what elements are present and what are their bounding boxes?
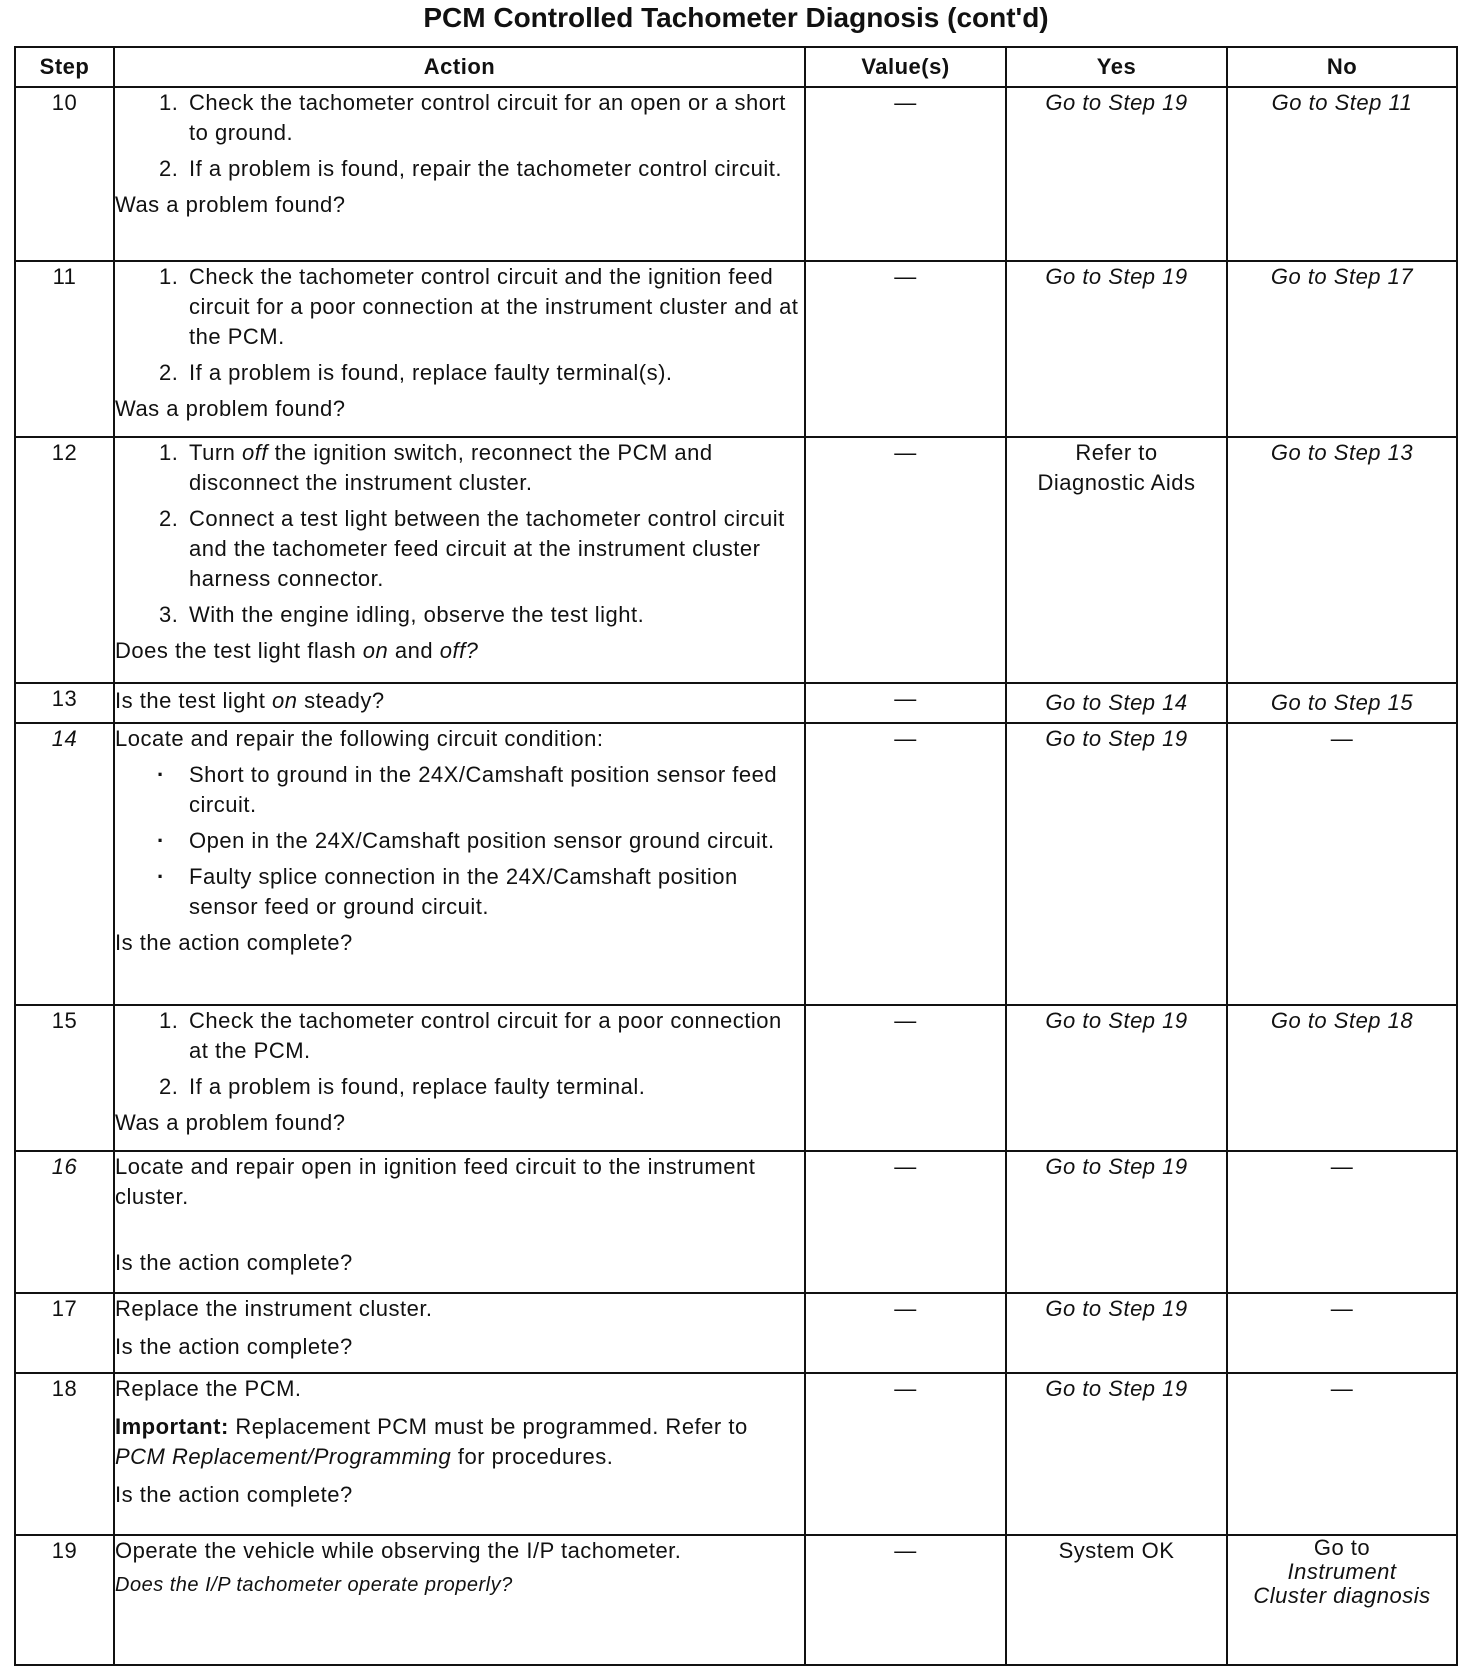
action-item: 2. Connect a test light between the tachometer control circuit and the tachometer feed circuit at the instrument cluster harness connector.	[185, 504, 804, 594]
action-cell	[114, 1535, 805, 1665]
action-item: 2. If a problem is found, repair the tachometer control circuit.	[185, 154, 804, 184]
value-cell: —	[805, 683, 1006, 723]
action-item: 1. Check the tachometer control circuit and the ignition feed circuit for a poor connection at the instrument cluster and at the PCM.	[185, 262, 804, 352]
no-cell: —	[1227, 1293, 1457, 1373]
action-question: Is the action complete?	[115, 1482, 353, 1507]
step-number: 16	[15, 1151, 114, 1293]
action-cell	[114, 1293, 805, 1373]
yes-cell: Go to Step 19	[1006, 261, 1227, 437]
value-cell: —	[805, 723, 1006, 1005]
no-cell: —	[1227, 723, 1457, 1005]
action-item: 2. If a problem is found, replace faulty terminal.	[185, 1072, 804, 1102]
action-lead: Replace the instrument cluster.	[115, 1296, 433, 1321]
table-row-step-18	[15, 1373, 1457, 1535]
step-number: 19	[15, 1535, 114, 1665]
action-cell	[114, 1151, 805, 1293]
action-question: Was a problem found?	[115, 192, 346, 217]
header-step: Step	[15, 47, 114, 87]
header-no: No	[1227, 47, 1457, 87]
no-cell: Go to Instrument Cluster diagnosis	[1227, 1535, 1457, 1665]
action-question: Was a problem found?	[115, 1110, 346, 1135]
action-lead: Locate and repair open in ignition feed circuit to the instrument cluster.	[115, 1154, 756, 1209]
page-title: PCM Controlled Tachometer Diagnosis (cont'd)	[423, 2, 1049, 33]
table-row-step-14	[15, 723, 1457, 1005]
action-question: Is the action complete?	[115, 1334, 353, 1359]
action-question: Is the action complete?	[115, 930, 353, 955]
action-lead: Replace the PCM.	[115, 1376, 302, 1401]
header-yes: Yes	[1006, 47, 1227, 87]
action-bullet: · Faulty splice connection in the 24X/Camshaft position sensor feed or ground circuit.	[185, 862, 804, 922]
action-lead: Operate the vehicle while observing the I/P tachometer.	[115, 1538, 682, 1563]
action-cell	[114, 437, 805, 683]
header-row	[15, 47, 1457, 87]
yes-cell: Go to Step 19	[1006, 1005, 1227, 1151]
value-cell: —	[805, 1151, 1006, 1293]
action-item: 1. Turn off the ignition switch, reconnect the PCM and disconnect the instrument cluster.	[185, 438, 804, 498]
step-number: 15	[15, 1005, 114, 1151]
table-row-step-16	[15, 1151, 1457, 1293]
table-row-step-13	[15, 683, 1457, 723]
action-question: Does the I/P tachometer operate properly?	[115, 1574, 513, 1596]
action-item: 1. Check the tachometer control circuit for an open or a short to ground.	[185, 88, 804, 148]
important-note: Important: Replacement PCM must be programmed. Refer to PCM Replacement/Programming for procedures.	[115, 1414, 748, 1469]
action-cell	[114, 723, 805, 1005]
no-cell: Go to Step 11	[1227, 87, 1457, 261]
action-lead: Locate and repair the following circuit condition:	[115, 726, 604, 751]
step-number: 10	[15, 87, 114, 261]
step-number: 18	[15, 1373, 114, 1535]
value-cell: —	[805, 87, 1006, 261]
yes-cell: Refer to Diagnostic Aids	[1006, 437, 1227, 683]
step-number: 13	[15, 683, 114, 723]
header-action: Action	[114, 47, 805, 87]
value-cell: —	[805, 1373, 1006, 1535]
table-row-step-19	[15, 1535, 1457, 1665]
step-number: 11	[15, 261, 114, 437]
table-row-step-11	[15, 261, 1457, 437]
no-cell: Go to Step 18	[1227, 1005, 1457, 1151]
no-cell: —	[1227, 1151, 1457, 1293]
action-cell: Is the test light on steady?	[114, 683, 805, 723]
yes-cell: Go to Step 19	[1006, 1373, 1227, 1535]
action-bullet: · Short to ground in the 24X/Camshaft position sensor feed circuit.	[185, 760, 804, 820]
action-item: 1. Check the tachometer control circuit for a poor connection at the PCM.	[185, 1006, 804, 1066]
diagnosis-table	[14, 46, 1458, 1666]
yes-cell: Go to Step 14	[1006, 683, 1227, 723]
action-question: Does the test light flash on and off?	[115, 638, 479, 663]
action-question: Was a problem found?	[115, 396, 346, 421]
yes-cell: Go to Step 19	[1006, 87, 1227, 261]
step-number: 17	[15, 1293, 114, 1373]
value-cell: —	[805, 1005, 1006, 1151]
action-cell	[114, 1005, 805, 1151]
table-row-step-15	[15, 1005, 1457, 1151]
value-cell: —	[805, 1535, 1006, 1665]
action-item: 3. With the engine idling, observe the test light.	[185, 600, 804, 630]
no-cell: Go to Step 17	[1227, 261, 1457, 437]
table-row-step-10	[15, 87, 1457, 261]
yes-cell: Go to Step 19	[1006, 723, 1227, 1005]
action-cell	[114, 261, 805, 437]
header-value: Value(s)	[805, 47, 1006, 87]
action-question: Is the action complete?	[115, 1250, 353, 1275]
no-cell: Go to Step 13	[1227, 437, 1457, 683]
value-cell: —	[805, 437, 1006, 683]
no-cell: Go to Step 15	[1227, 683, 1457, 723]
table-row-step-17	[15, 1293, 1457, 1373]
yes-cell: Go to Step 19	[1006, 1293, 1227, 1373]
table-row-step-12	[15, 437, 1457, 683]
value-cell: —	[805, 1293, 1006, 1373]
yes-cell: Go to Step 19	[1006, 1151, 1227, 1293]
action-bullet: · Open in the 24X/Camshaft position sensor ground circuit.	[185, 826, 804, 856]
value-cell: —	[805, 261, 1006, 437]
yes-cell: System OK	[1006, 1535, 1227, 1665]
action-cell	[114, 1373, 805, 1535]
no-cell: —	[1227, 1373, 1457, 1535]
action-item: 2. If a problem is found, replace faulty terminal(s).	[185, 358, 804, 388]
step-number: 14	[15, 723, 114, 1005]
step-number: 12	[15, 437, 114, 683]
action-cell	[114, 87, 805, 261]
